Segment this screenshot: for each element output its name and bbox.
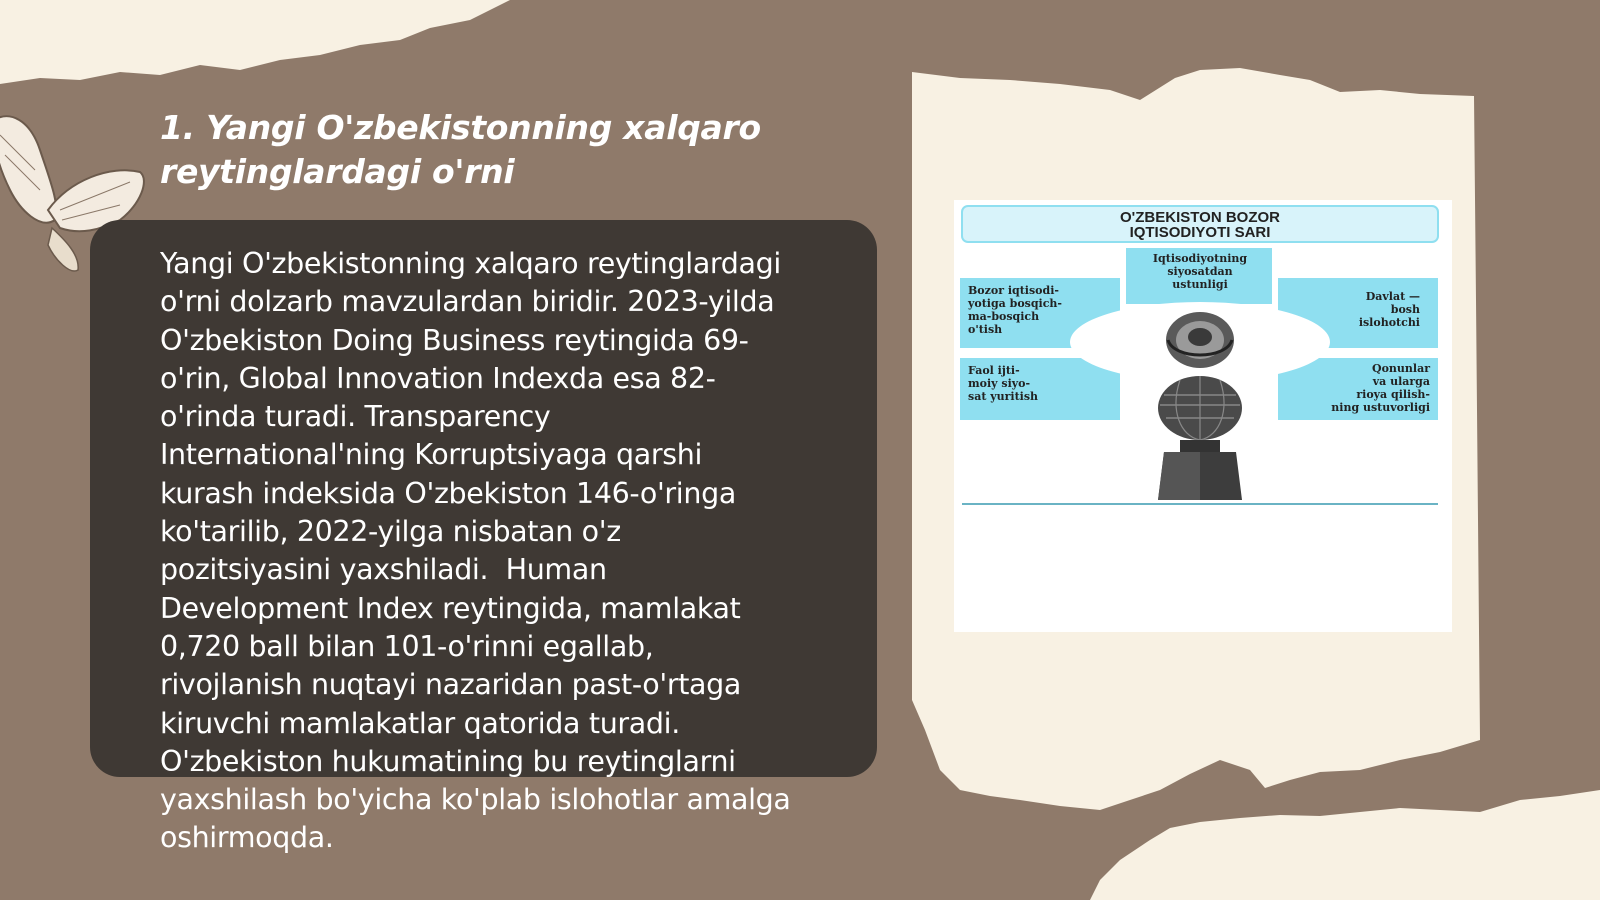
diagram-left2-line-3: sat yuritish xyxy=(968,390,1039,403)
diagram-title-line-2: IQTISODIYOTI SARI xyxy=(1129,224,1271,241)
diagram-top-line-1: Iqtisodiyotning xyxy=(1152,252,1248,265)
diagram-right2-line-3: rioya qilish- xyxy=(1356,388,1430,401)
diagram-right1-line-1: Davlat — xyxy=(1365,290,1420,303)
diagram-top-line-3: ustunligi xyxy=(1172,278,1228,291)
torn-paper-top-left xyxy=(0,0,510,84)
diagram-right2-line-1: Qonunlar xyxy=(1371,362,1430,375)
slide-title-line-1: 1. Yangi O'zbekistonning xalqaro xyxy=(160,108,761,147)
torn-paper-bottom-right xyxy=(1090,790,1600,900)
diagram-left2-line-2: moiy siyo- xyxy=(968,377,1031,390)
diagram-left2-line-1: Faol ijti- xyxy=(968,364,1020,377)
slide-title-line-2: reytinglardagi o'rni xyxy=(160,152,515,191)
globe-monument-icon xyxy=(1158,376,1242,500)
diagram-right1-line-3: islohotchi xyxy=(1358,316,1420,329)
diagram-left1-line-3: ma-bosqich xyxy=(968,310,1040,323)
diagram-right2-line-4: ning ustuvorligi xyxy=(1331,401,1430,414)
slide-title xyxy=(160,106,800,194)
diagram-top-line-2: siyosatdan xyxy=(1167,265,1233,278)
emblem-icon xyxy=(1166,312,1234,368)
diagram-right2-line-2: va ularga xyxy=(1372,375,1430,388)
diagram-left1-line-2: yotiga bosqich- xyxy=(968,297,1062,310)
diagram-svg xyxy=(954,200,1452,632)
diagram-left1-line-4: o'tish xyxy=(968,323,1003,336)
diagram-image xyxy=(954,200,1452,632)
diagram-title-line-1: O'ZBEKISTON BOZOR xyxy=(1120,209,1280,226)
body-paragraph: Yangi O'zbekistonning xalqaro reytinglardagi o'rni dolzarb mavzulardan biridir. 2023-yilda O'zbekiston Doing Business reytingida 69- o'rin, Global Innovation Indexda esa 82- o'rinda turadi. Transparency International'ning Korruptsiyaga qarshi kurash indeksida O'zbekiston 146-o'ringa ko'tarilib, 2022-yilga nisbatan o'z pozitsiyasini yaxshiladi. Human Development Index reytingida, mamlakat 0,720 ball bilan 101-o'rinni egallab, rivojlanish nuqtayi nazaridan past-o'rtaga kiruvchi mamlakatlar qatorida turadi. O'zbekiston hukumatining bu reytinglarni yaxshilash bo'yicha ko'plab islohotlar amalga oshirmoqda. xyxy=(160,247,791,855)
diagram-right1-line-2: bosh xyxy=(1390,303,1420,316)
diagram-left1-line-1: Bozor iqtisodi- xyxy=(968,284,1059,297)
